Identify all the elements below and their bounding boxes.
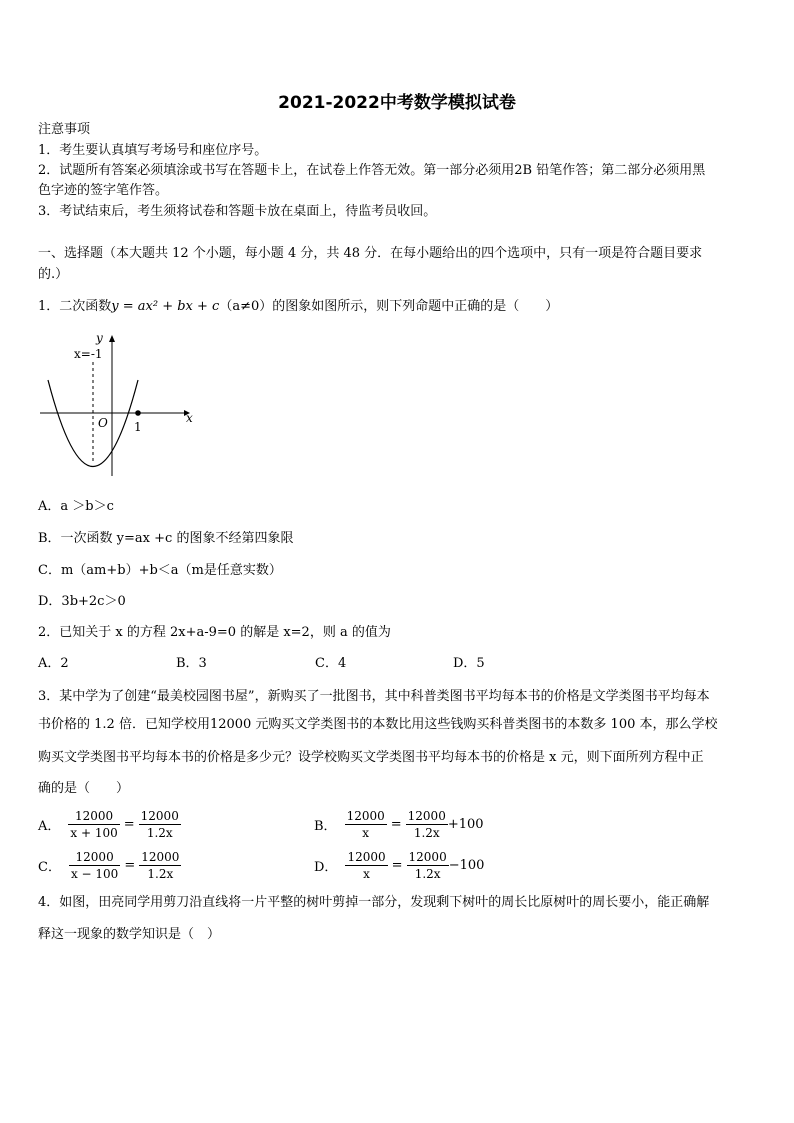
- q1-option-c: C．m（am+b）+b＜a（m是任意实数）: [38, 563, 282, 578]
- q1-prefix: 1．二次函数: [38, 299, 112, 314]
- question-1: [38, 297, 558, 317]
- question-3-line-3: 购买文学类图书平均每本书的价格是多少元？设学校购买文学类图书平均每本书的价格是 x 元，则下面所列方程中正: [38, 750, 704, 765]
- q3-option-c: C． $\frac{12000}{x - 100}$ = $\frac{12000}{1.2x}$: [38, 849, 180, 881]
- q3-option-d-label: D．: [314, 859, 338, 875]
- q3-a-den1: x + 100: [70, 825, 118, 840]
- question-3-line-2: 书价格的 1.2 倍．已知学校用12000 元购买文学类图书的本数比用这些钱购买科普类图书的本数多 100 本，那么学校: [38, 717, 718, 732]
- q1-option-d: D．3b+2c＞0: [38, 594, 126, 609]
- question-3-line-4: 确的是（ ）: [38, 781, 130, 796]
- q3-d-den2: 1.2x: [414, 866, 441, 881]
- q3-option-b-label: B．: [314, 818, 337, 834]
- graph-x-label: x: [186, 411, 193, 425]
- question-2: 2．已知关于 x 的方程 2x+a-9=0 的解是 x=2，则 a 的值为: [38, 625, 391, 640]
- q2-option-c: C．4: [315, 656, 347, 671]
- q3-option-d: D． $\frac{12000}{x}$ = $\frac{12000}{1.2x}$ −100: [314, 849, 485, 881]
- q3-c-num1: 12000: [69, 849, 120, 866]
- graph-y-label: y: [96, 331, 103, 345]
- q3-d-num2: 12000: [408, 849, 447, 864]
- q3-b-den2: 1.2x: [413, 825, 440, 840]
- q3-a-num2: 12000: [140, 808, 179, 823]
- q3-option-a-label: A．: [38, 818, 61, 834]
- q3-a-den2: 1.2x: [146, 825, 173, 840]
- section-heading: 一、选择题（本大题共 12 个小题，每小题 4 分，共 48 分．在每小题给出的四个选项中，只有一项是符合题目要求: [38, 246, 703, 261]
- q2-option-d: D．5: [453, 656, 485, 671]
- q3-option-a: A． $\frac{12000}{x + 100}$ = $\frac{12000}{1.2x}$: [38, 808, 179, 840]
- q2-option-a: A．2: [38, 656, 69, 671]
- question-4-line-2: 释这一现象的数学知识是（ ）: [38, 927, 221, 942]
- q1-option-a: A．a ＞b＞c: [38, 499, 114, 514]
- q3-option-b: B． $\frac{12000}{x}$ = $\frac{12000}{1.2x}$ +100: [314, 808, 484, 840]
- question-4: 4．如图，田亮同学用剪刀沿直线将一片平整的树叶剪掉一部分，发现剩下树叶的周长比原树叶的周长要小，能正确解: [38, 895, 710, 910]
- q1-suffix: （a≠0）的图象如图所示，则下列命题中正确的是（ ）: [219, 299, 559, 314]
- q3-option-c-label: C．: [38, 859, 61, 875]
- q3-b-num2: 12000: [407, 808, 446, 823]
- notes-item-3: 3．考试结束后，考生须将试卷和答题卡放在桌面上，待监考员收回。: [38, 204, 437, 219]
- q3-d-tail: −100: [448, 857, 485, 873]
- notes-heading: 注意事项: [38, 122, 91, 137]
- q1-option-b: B．一次函数 y=ax +c 的图象不经第四象限: [38, 531, 294, 546]
- section-heading-cont: 的.）: [38, 267, 69, 282]
- exam-title: 2021-2022中考数学模拟试卷: [278, 93, 516, 113]
- graph-dashed-label: x=-1: [74, 347, 103, 361]
- notes-item-1: 1．考生要认真填写考场号和座位序号。: [38, 143, 268, 158]
- notes-item-2: 2．试题所有答案必须填涂或书写在答题卡上，在试卷上作答无效。第一部分必须用2B 铅笔作答；第二部分必须用黑: [38, 163, 706, 178]
- q2-option-b: B．3: [176, 656, 207, 671]
- q3-c-den2: 1.2x: [147, 866, 174, 881]
- q1-parabola-graph: [36, 328, 196, 478]
- question-3: 3．某中学为了创建“最美校园图书屋”，新购买了一批图书，其中科普类图书平均每本书的价格是文学类图书平均每本: [38, 689, 710, 704]
- graph-point-label: 1: [134, 420, 142, 434]
- q3-b-den1: x: [362, 825, 370, 840]
- q3-c-den1: x − 100: [70, 866, 119, 881]
- q3-b-num1: 12000: [346, 808, 385, 823]
- q3-d-num1: 12000: [347, 849, 386, 864]
- graph-origin-label: O: [98, 416, 108, 430]
- q3-a-num1: 12000: [68, 808, 119, 825]
- q3-c-num2: 12000: [141, 849, 180, 864]
- q1-formula: y = ax² + bx + c: [111, 299, 220, 314]
- q3-d-den1: x: [363, 866, 370, 881]
- q3-b-tail: +100: [447, 816, 484, 832]
- notes-item-2-cont: 色字迹的签字笔作答。: [38, 183, 169, 198]
